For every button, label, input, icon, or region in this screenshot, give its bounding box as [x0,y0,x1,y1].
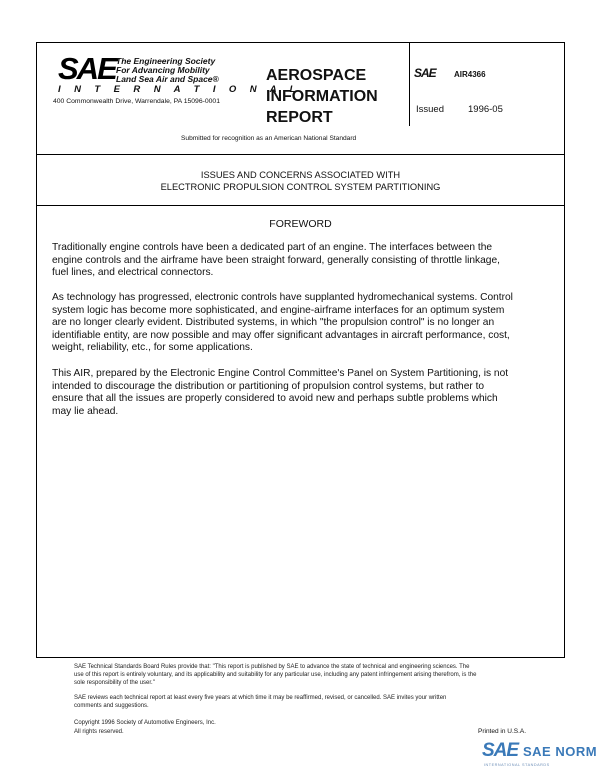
paragraph-line: As technology has progressed, electronic controls have supplanted hydromechanical systems. Control [52,292,513,303]
paragraph-3 [52,368,552,418]
report-title-line-3: REPORT [266,109,333,126]
footer-line: SAE Technical Standards Board Rules provide that: "This report is published by SAE to advance the state of technical and engineering sciences. The [74,664,470,670]
mini-sae-logo: SAE [414,66,436,80]
paragraph-line: engine controls and the airframe have been straight forward, generally consisting of throttle linkage, [52,254,500,266]
watermark-subtext: INTERNATIONAL STANDARDS [484,763,550,767]
paragraph-line: weight, reliability, etc., for some applications. [52,342,253,354]
document-title-line-2: ELECTRONIC PROPULSION CONTROL SYSTEM PARTITIONING [160,182,441,192]
paragraph-line: intended to discourage the distribution or partitioning of propulsion control systems, but rather to [52,380,485,392]
paragraph-1 [52,242,552,280]
paragraph-line: This AIR, prepared by the Electronic Engine Control Committee's Panel on System Partitioning, is not [52,368,509,379]
footer-line: comments and suggestions. [74,703,149,709]
paragraph-line: are no longer clearly evident. Distributed systems, in which "the propulsion control" is no longer an [52,317,495,329]
paragraph-line: system logic has become more sophisticated, and engine-airframe interfaces for an optimum system [52,304,505,316]
paragraph-line: ensure that all the issues are properly considered to avoid new and perhaps subtle problems which [52,393,498,405]
printed-in: Printed in U.S.A. [478,728,527,735]
docnum-divider [409,42,410,126]
footer-line: use of this report is entirely voluntary, and its applicability and suitability for any particular use, including any patent infringement arising therefrom, is the [74,672,477,678]
watermark-logo: SAE [482,740,519,761]
tagline-line-3: Land Sea Air and Space® [116,74,219,84]
title-divider [36,205,565,206]
watermark-text: SAE NORM [523,744,598,759]
report-title-line-2: INFORMATION [266,88,378,105]
sae-logo: SAE [58,51,116,86]
issued-label: Issued [416,104,444,115]
header-divider [36,154,565,155]
document-title-line-1: ISSUES AND CONCERNS ASSOCIATED WITH [200,170,401,180]
footer-line: SAE reviews each technical report at least every five years at which time it may be reaffirmed, revised, or cancelled. SAE invites your written [74,695,447,701]
tagline-line-2: For Advancing Mobility [116,65,210,75]
issued-date: 1996-05 [468,104,503,115]
paragraph-2 [52,292,552,355]
paragraph-line: may lie ahead. [52,405,119,417]
tagline-line-1: The Engineering Society [116,56,216,66]
submitted-note: Submitted for recognition as an American National Standard [181,135,357,142]
paragraph-line: Traditionally engine controls have been a dedicated part of an engine. The interfaces between the [52,242,493,253]
footer-line: sole responsibility of the user." [74,680,155,686]
footer-rules [74,663,556,687]
report-title-line-1: AEROSPACE [266,67,367,84]
footer-review [74,694,556,710]
paragraph-line: identifiable entity, are now possible and may offer significant advantages in aircraft performance, cost, [52,329,510,341]
foreword-heading: FOREWORD [269,218,332,230]
copyright: Copyright 1996 Society of Automotive Engineers, Inc. [74,720,216,726]
address: 400 Commonwealth Drive, Warrendale, PA 15096-0001 [53,98,220,105]
document-number: AIR4366 [454,70,486,79]
international-wordmark: I N T E R N A T I O N A L [58,84,301,95]
paragraph-line: fuel lines, and electrical connectors. [52,267,214,279]
rights-reserved: All rights reserved. [74,729,124,735]
